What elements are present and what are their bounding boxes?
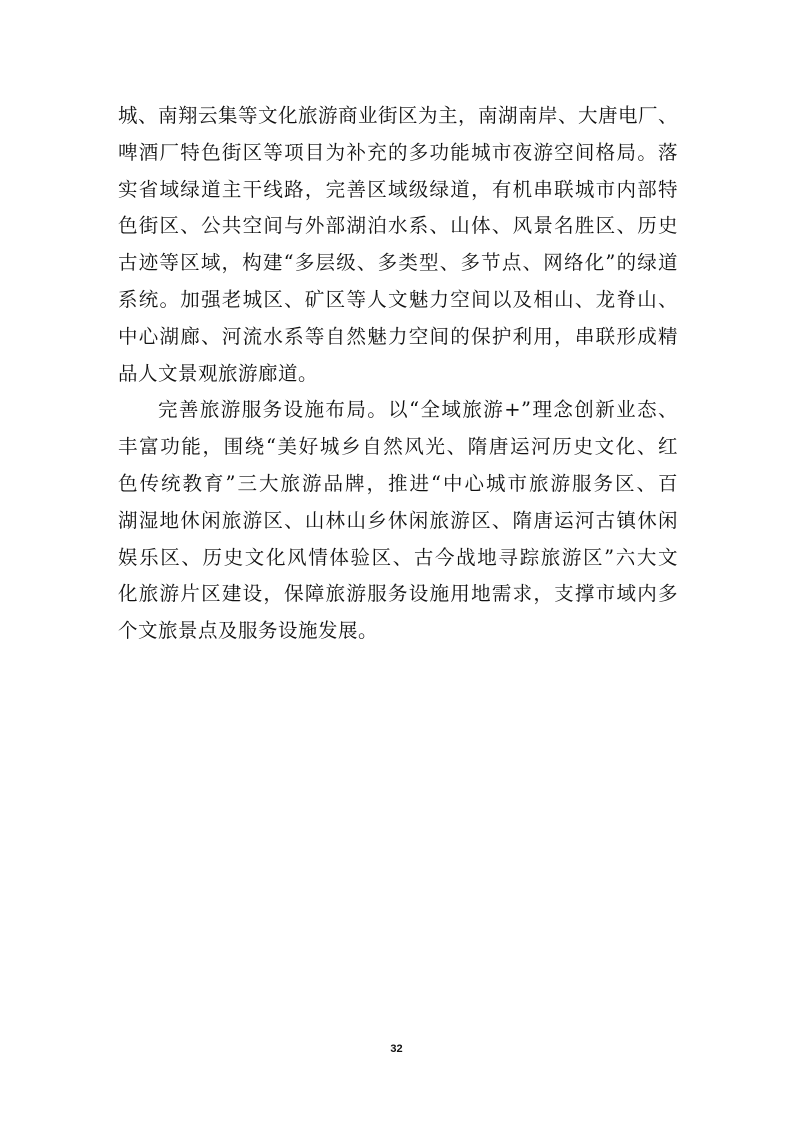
- body-text: [118, 98, 678, 650]
- paragraph-2-line-1: 完善旅游服务设施布局。以“全域旅游+”理念创新业态、: [158, 398, 678, 422]
- paragraph-1-line-6: 系统。加强老城区、矿区等人文魅力空间以及相山、龙脊山、: [118, 287, 678, 311]
- paragraph-1-line-5: 古迹等区域，构建“多层级、多类型、多节点、网络化”的绿道: [118, 251, 678, 275]
- paragraph-1-line-2: 啤酒厂特色街区等项目为补充的多功能城市夜游空间格局。落: [118, 140, 678, 164]
- paragraph-2-line-3: 色传统教育”三大旅游品牌，推进“中心城市旅游服务区、百: [118, 471, 678, 495]
- paragraph-2-line-5: 娱乐区、历史文化风情体验区、古今战地寻踪旅游区”六大文: [118, 545, 678, 569]
- paragraph-2-line-7: 个文旅景点及服务设施发展。: [118, 619, 379, 643]
- paragraph-2-line-6: 化旅游片区建设，保障旅游服务设施用地需求，支撑市域内多: [118, 582, 678, 606]
- paragraph-1-line-4: 色街区、公共空间与外部湖泊水系、山体、风景名胜区、历史: [118, 214, 678, 238]
- paragraph-1-line-3: 实省域绿道主干线路，完善区域级绿道，有机串联城市内部特: [118, 177, 678, 201]
- paragraph-2-line-4: 湖湿地休闲旅游区、山林山乡休闲旅游区、隋唐运河古镇休闲: [118, 508, 678, 532]
- page-number: 32: [390, 1043, 403, 1055]
- paragraph-2-line-2: 丰富功能，围绕“美好城乡自然风光、隋唐运河历史文化、红: [118, 435, 678, 459]
- paragraph-1-line-8: 品人文景观旅游廊道。: [118, 361, 319, 385]
- paragraph-1-line-1: 城、南翔云集等文化旅游商业街区为主，南湖南岸、大唐电厂、: [118, 104, 679, 127]
- paragraph-1-line-7: 中心湖廊、河流水系等自然魅力空间的保护利用，串联形成精: [118, 324, 678, 348]
